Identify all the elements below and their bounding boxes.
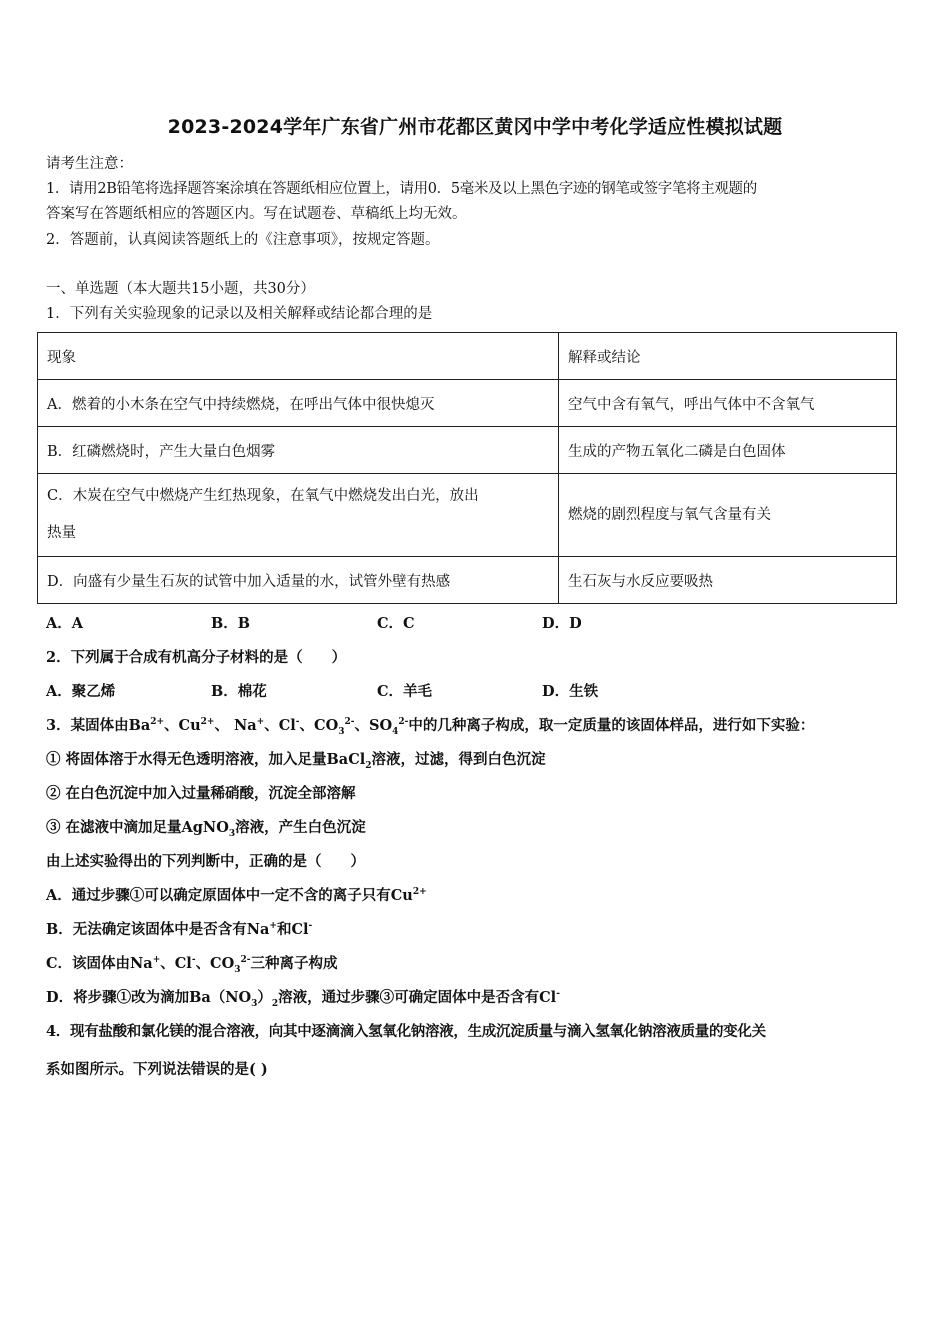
option-d: D．D	[542, 615, 582, 632]
table-row	[38, 427, 897, 474]
subscript: 3	[251, 998, 258, 1009]
superscript: 2-	[398, 717, 409, 728]
option-c: C．C	[377, 615, 415, 632]
option-b: B．棉花	[211, 683, 267, 700]
superscript: 2+	[412, 887, 427, 898]
option-a: A．A	[46, 615, 84, 632]
table-cell-phenomenon: A．燃着的小木条在空气中持续燃烧，在呼出气体中很快熄灭	[38, 380, 559, 427]
question-3-option-b	[46, 918, 312, 939]
table-row	[38, 380, 897, 427]
superscript: 2+	[150, 717, 165, 728]
superscript: +	[256, 717, 265, 728]
subscript: 3	[338, 726, 345, 737]
text: ③ 在滤液中滴加足量AgNO	[46, 819, 229, 836]
table-cell-phenomenon: D．向盛有少量生石灰的试管中加入适量的水，试管外壁有热感	[38, 557, 559, 604]
text: A．通过步骤①可以确定原固体中一定不含的离子只有Cu	[46, 887, 413, 904]
text: 三种离子构成	[250, 955, 338, 972]
question-3-step-2: ② 在白色沉淀中加入过量稀硝酸，沉淀全部溶解	[46, 785, 356, 802]
table-cell-conclusion: 生石灰与水反应要吸热	[559, 557, 897, 604]
superscript: -	[556, 989, 560, 1000]
subscript: 2	[271, 998, 279, 1009]
text: 、SO	[354, 717, 393, 734]
question-3-step-1	[46, 748, 546, 769]
question-2-stem: 2．下列属于合成有机高分子材料的是（ ）	[46, 649, 347, 666]
notice-heading: 请考生注意：	[46, 156, 133, 172]
question-3-option-c	[46, 952, 338, 973]
text: 、Cu	[164, 717, 201, 734]
option-d: D．生铁	[542, 683, 599, 700]
text: D．将步骤①改为滴加Ba（NO	[46, 989, 252, 1006]
notice-item-2: 2．答题前，认真阅读答题纸上的《注意事项》，按规定答题。	[46, 232, 440, 248]
subscript: 2	[365, 760, 372, 771]
text: 溶液，过滤，得到白色沉淀	[371, 751, 546, 768]
superscript: 2-	[344, 717, 355, 728]
superscript: 2-	[240, 955, 251, 966]
superscript: 2+	[200, 717, 215, 728]
table-cell-conclusion: 生成的产物五氧化二磷是白色固体	[559, 427, 897, 474]
table-cell-phenomenon	[38, 474, 559, 557]
superscript: -	[295, 717, 300, 728]
table-cell-line: C．木炭在空气中燃烧产生红热现象，在氧气中燃烧发出白光，放出	[47, 488, 479, 504]
text: 溶液，通过步骤③可确定固体中是否含有Cl	[278, 989, 557, 1006]
question-4-stem-line-1: 4．现有盐酸和氯化镁的混合溶液，向其中逐滴滴入氢氧化钠溶液，生成沉淀质量与滴入氢氧化钠溶液质量的变化关	[46, 1023, 766, 1040]
text: 、CO	[299, 717, 339, 734]
text: ① 将固体溶于水得无色透明溶液，加入足量BaCl	[46, 751, 366, 768]
table-row	[38, 474, 897, 557]
table-header-conclusion: 解释或结论	[559, 333, 897, 380]
table-cell-line: 热量	[47, 525, 76, 541]
table-header-phenomenon: 现象	[38, 333, 559, 380]
question-1-table	[37, 332, 897, 604]
page-title: 2023-2024学年广东省广州市花都区黄冈中学中考化学适应性模拟试题	[167, 116, 783, 138]
option-c: C．羊毛	[377, 683, 433, 700]
text: B．无法确定该固体中是否含有Na	[46, 921, 270, 938]
superscript: -	[308, 921, 313, 932]
superscript: +	[152, 955, 161, 966]
question-3-step-3	[46, 816, 366, 837]
text: 和Cl	[276, 921, 309, 938]
option-a: A．聚乙烯	[46, 683, 116, 700]
question-3-option-a	[46, 884, 427, 905]
subscript: 3	[234, 964, 241, 975]
question-3-option-d	[46, 986, 560, 1007]
text: 3．某固体由Ba	[46, 717, 151, 734]
text: 、 Na	[214, 717, 257, 734]
superscript: -	[191, 955, 196, 966]
text: C．该固体由Na	[46, 955, 153, 972]
table-header-row	[38, 333, 897, 380]
text: 、Cl	[264, 717, 296, 734]
question-1-stem: 1．下列有关实验现象的记录以及相关解释或结论都合理的是	[46, 306, 433, 322]
question-3-stem	[46, 714, 814, 735]
text: 溶液，产生白色沉淀	[235, 819, 366, 836]
text: 、CO	[195, 955, 235, 972]
text: ）	[257, 989, 272, 1006]
table-cell-conclusion: 空气中含有氧气，呼出气体中不含氧气	[559, 380, 897, 427]
text: 中的几种离子构成，取一定质量的该固体样品，进行如下实验：	[408, 717, 815, 734]
question-4-stem-line-2: 系如图所示。下列说法错误的是( )	[46, 1061, 268, 1078]
option-b: B．B	[211, 615, 251, 632]
text: 、Cl	[160, 955, 192, 972]
subscript: 3	[228, 828, 236, 839]
superscript: +	[269, 921, 277, 932]
table-row	[38, 557, 897, 604]
question-3-ask: 由上述实验得出的下列判断中，正确的是（ ）	[46, 853, 365, 870]
section-heading: 一、单选题（本大题共15小题，共30分）	[46, 281, 315, 297]
table-cell-phenomenon: B．红磷燃烧时，产生大量白色烟雾	[38, 427, 559, 474]
table-cell-conclusion: 燃烧的剧烈程度与氧气含量有关	[559, 474, 897, 557]
notice-item-1-line-1: 1．请用2B铅笔将选择题答案涂填在答题纸相应位置上，请用0．5毫米及以上黑色字迹的钢笔或签字笔将主观题的	[46, 181, 757, 197]
notice-item-1-line-2: 答案写在答题纸相应的答题区内。写在试题卷、草稿纸上均无效。	[46, 206, 467, 222]
subscript: 4	[392, 726, 399, 737]
